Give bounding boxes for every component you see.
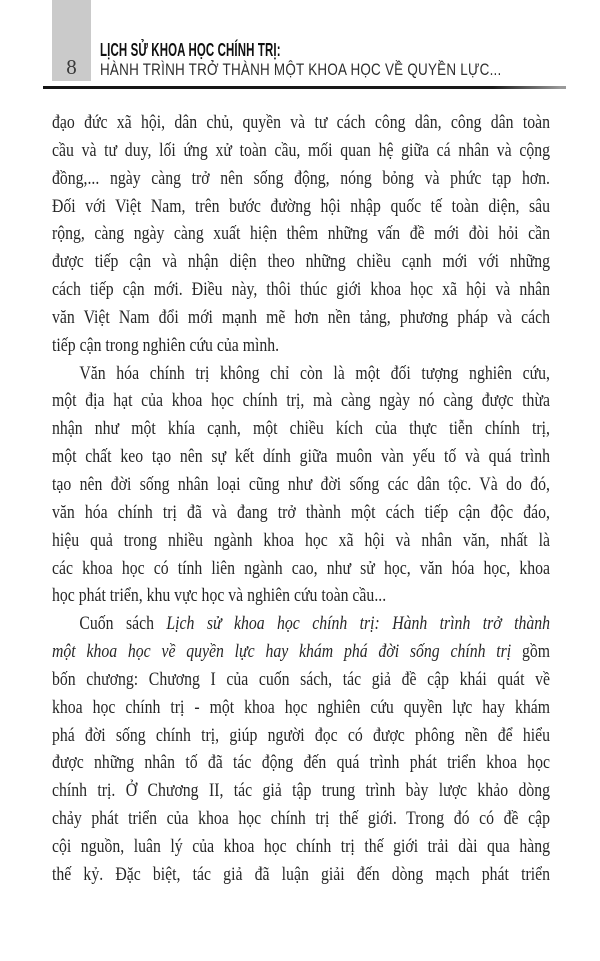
body-line	[52, 415, 550, 443]
text-segment: đồng,... ngày càng trở nên sống động, nóng bỏng và phức tạp hơn.	[52, 167, 550, 189]
text-segment: thế kỷ. Đặc biệt, tác giả đã luận giải đến dòng mạch phát triển	[52, 863, 550, 885]
body-line	[52, 276, 550, 304]
body-line	[52, 220, 550, 248]
text-segment: một khoa học về quyền lực hay khám phá đời sống chính trị	[52, 641, 512, 663]
text-segment: cội nguồn, luân lý của khoa học chính trị thế giới trải dài qua hàng	[52, 835, 550, 857]
body-line	[52, 555, 550, 583]
text-segment: văn hóa chính trị đã và đang trở thành một cách tiếp cận độc đáo,	[52, 501, 550, 523]
text-segment: khoa học chính trị - một khoa học nghiên cứu quyền lực hay khám	[52, 696, 550, 718]
body-line	[52, 805, 550, 833]
text-segment: một chất keo tạo nên sự kết dính giữa muôn vàn yếu tố và quá trình	[52, 446, 550, 468]
text-segment: nhận như một khía cạnh, một chiều kích của thực tiễn chính trị,	[52, 418, 550, 440]
text-segment: Văn hóa chính trị không chỉ còn là một đối tượng nghiên cứu,	[79, 362, 550, 384]
body-line	[52, 304, 550, 332]
text-segment: các khoa học có tính liên ngành cao, như sử học, văn hóa học, khoa	[52, 557, 550, 579]
text-segment: hiệu quả trong nhiều ngành khoa học xã hội và nhân văn, nhất là	[52, 529, 550, 551]
text-segment: rộng, càng ngày càng xuất hiện thêm những vấn đề mới đòi hỏi cần	[52, 223, 550, 245]
text-segment: học phát triển, khu vực học và nghiên cứu toàn cầu...	[52, 585, 387, 607]
body-line	[52, 694, 550, 722]
page-number-box	[52, 0, 91, 81]
body-line	[52, 387, 550, 415]
text-segment: chính trị. Ở Chương II, tác giả tập trung trình bày lược khảo dòng	[52, 780, 550, 802]
body-line	[52, 137, 550, 165]
body-line	[52, 833, 550, 861]
text-segment: chảy phát triển của khoa học chính trị thế giới. Trong đó có đề cập	[52, 808, 550, 830]
book-subtitle: HÀNH TRÌNH TRỞ THÀNH MỘT KHOA HỌC VỀ QUYỀN LỰC...	[100, 60, 502, 79]
body-line	[52, 861, 550, 889]
body-line	[52, 109, 550, 137]
body-text	[52, 109, 550, 889]
header-rule	[43, 86, 566, 89]
body-line	[52, 638, 550, 666]
body-line	[52, 499, 550, 527]
text-segment: Cuốn sách	[79, 613, 167, 635]
body-line	[52, 443, 550, 471]
body-line	[52, 610, 550, 638]
page-number: 8	[66, 55, 77, 79]
body-line	[52, 722, 550, 750]
body-line	[52, 666, 550, 694]
body-line	[52, 332, 550, 360]
text-segment: đạo đức xã hội, dân chủ, quyền và tư cách công dân, công dân toàn	[52, 112, 550, 133]
body-line	[52, 582, 550, 610]
body-line	[52, 248, 550, 276]
text-segment: cách tiếp cận mới. Điều này, thôi thúc giới khoa học xã hội và nhân	[52, 279, 550, 301]
body-line	[52, 193, 550, 221]
body-line	[52, 527, 550, 555]
book-title: LỊCH SỬ KHOA HỌC CHÍNH TRỊ:	[100, 39, 281, 60]
text-segment: cầu và tư duy, lối ứng xử toàn cầu, mối quan hệ giữa cá nhân và cộng	[52, 139, 550, 161]
text-segment: gồm	[511, 641, 550, 663]
text-segment: văn Việt Nam đổi mới mạnh mẽ hơn nền tảng, phương pháp và cách	[52, 306, 550, 328]
text-segment: được tiếp cận và nhận diện theo những chiều cạnh mới với những	[52, 251, 550, 273]
text-segment: được những nhân tố đã tác động đến quá trình phát triển khoa học	[52, 752, 550, 774]
text-segment: phá đời sống chính trị, giúp người đọc có được phông nền để hiểu	[52, 724, 550, 746]
text-segment: bốn chương: Chương I của cuốn sách, tác giả đề cập khái quát về	[52, 668, 550, 690]
text-segment: tiếp cận trong nghiên cứu của mình.	[52, 334, 280, 356]
body-line	[52, 360, 550, 388]
text-segment: Lịch sử khoa học chính trị: Hành trình trở thành	[166, 613, 550, 635]
body-line	[52, 777, 550, 805]
body-line	[52, 165, 550, 193]
text-segment: tạo nên đời sống nhân loại cũng như đời sống các dân tộc. Và do đó,	[52, 473, 550, 495]
text-segment: một địa hạt của khoa học chính trị, mà càng ngày nó càng được thừa	[52, 390, 550, 412]
body-line	[52, 749, 550, 777]
body-line	[52, 471, 550, 499]
text-segment: Đối với Việt Nam, trên bước đường hội nhập quốc tế toàn diện, sâu	[52, 195, 550, 217]
